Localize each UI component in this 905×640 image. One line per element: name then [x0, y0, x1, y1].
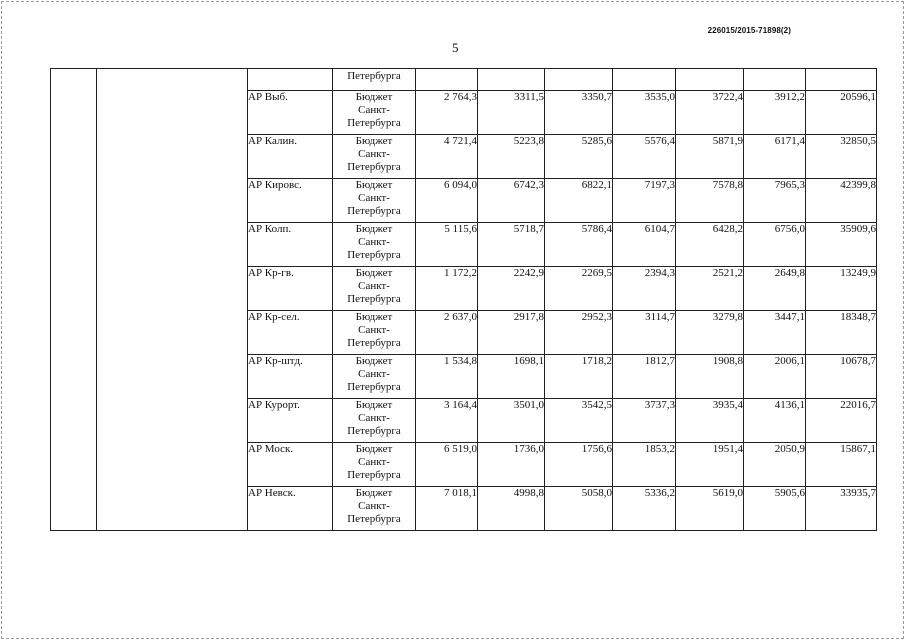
- funding-source-line: Бюджет: [355, 443, 393, 455]
- funding-source: [333, 443, 416, 487]
- funding-source-line: Бюджет: [355, 91, 393, 103]
- value-cell: [613, 69, 676, 91]
- funding-source-line: Санкт-: [358, 500, 390, 512]
- value-cell: 7965,3: [744, 179, 806, 223]
- value-cell: 1812,7: [613, 355, 676, 399]
- value-cell: 18348,7: [806, 311, 877, 355]
- value-cell: 6171,4: [744, 135, 806, 179]
- value-cell: 15867,1: [806, 443, 877, 487]
- value-cell: 6 519,0: [416, 443, 478, 487]
- empty-column-1: [51, 69, 97, 531]
- value-cell: 1698,1: [478, 355, 545, 399]
- funding-source-line: Санкт-: [358, 104, 390, 116]
- value-cell: 1 172,2: [416, 267, 478, 311]
- value-cell: 4136,1: [744, 399, 806, 443]
- value-cell: 3279,8: [676, 311, 744, 355]
- value-cell: 2952,3: [545, 311, 613, 355]
- funding-source-line: Петербурга: [347, 469, 401, 481]
- district-name: АР Кировс.: [248, 179, 333, 223]
- funding-source: [333, 135, 416, 179]
- value-cell: 5336,2: [613, 487, 676, 531]
- value-cell: 2917,8: [478, 311, 545, 355]
- value-cell: 3311,5: [478, 91, 545, 135]
- value-cell: 7 018,1: [416, 487, 478, 531]
- district-name: АР Курорт.: [248, 399, 333, 443]
- value-cell: 1951,4: [676, 443, 744, 487]
- funding-source-line: Санкт-: [358, 236, 390, 248]
- funding-source-line: Санкт-: [358, 456, 390, 468]
- value-cell: 2006,1: [744, 355, 806, 399]
- funding-source-line: Петербурга: [347, 337, 401, 349]
- funding-source-line: Бюджет: [355, 399, 393, 411]
- funding-source-line: Санкт-: [358, 148, 390, 160]
- funding-source-line: Петербурга: [347, 117, 401, 129]
- funding-source-line: Санкт-: [358, 412, 390, 424]
- funding-source: [333, 223, 416, 267]
- value-cell: 3912,2: [744, 91, 806, 135]
- value-cell: 13249,9: [806, 267, 877, 311]
- value-cell: 1718,2: [545, 355, 613, 399]
- value-cell: [478, 69, 545, 91]
- value-cell: 5 115,6: [416, 223, 478, 267]
- source-cell: [333, 69, 416, 91]
- funding-source: [333, 179, 416, 223]
- funding-source: [333, 487, 416, 531]
- value-cell: 35909,6: [806, 223, 877, 267]
- value-cell: 32850,5: [806, 135, 877, 179]
- funding-source-line: Бюджет: [355, 355, 393, 367]
- value-cell: 3737,3: [613, 399, 676, 443]
- value-cell: 3542,5: [545, 399, 613, 443]
- value-cell: 5058,0: [545, 487, 613, 531]
- funding-source-line: Санкт-: [358, 368, 390, 380]
- budget-table: [50, 68, 877, 531]
- funding-source: [333, 267, 416, 311]
- value-cell: 6 094,0: [416, 179, 478, 223]
- value-cell: 5223,8: [478, 135, 545, 179]
- value-cell: 2 637,0: [416, 311, 478, 355]
- value-cell: 2649,8: [744, 267, 806, 311]
- value-cell: 6756,0: [744, 223, 806, 267]
- value-cell: 5576,4: [613, 135, 676, 179]
- value-cell: 6428,2: [676, 223, 744, 267]
- funding-source-line: Бюджет: [355, 179, 393, 191]
- page-number: 5: [452, 40, 459, 55]
- value-cell: 3935,4: [676, 399, 744, 443]
- value-cell: 1 534,8: [416, 355, 478, 399]
- value-cell: 5718,7: [478, 223, 545, 267]
- value-cell: 7197,3: [613, 179, 676, 223]
- funding-source: [333, 355, 416, 399]
- district-name: АР Калин.: [248, 135, 333, 179]
- value-cell: 20596,1: [806, 91, 877, 135]
- funding-source: [333, 311, 416, 355]
- value-cell: 3447,1: [744, 311, 806, 355]
- value-cell: [744, 69, 806, 91]
- value-cell: 1756,6: [545, 443, 613, 487]
- district-name: АР Колп.: [248, 223, 333, 267]
- value-cell: 1736,0: [478, 443, 545, 487]
- district-name: АР Кр-штд.: [248, 355, 333, 399]
- funding-source-line: Петербурга: [347, 249, 401, 261]
- value-cell: 1908,8: [676, 355, 744, 399]
- value-cell: 3350,7: [545, 91, 613, 135]
- value-cell: 3114,7: [613, 311, 676, 355]
- value-cell: 3501,0: [478, 399, 545, 443]
- value-cell: 2394,3: [613, 267, 676, 311]
- value-cell: 6822,1: [545, 179, 613, 223]
- table-body: [51, 69, 877, 531]
- row-name-cell: [248, 69, 333, 91]
- funding-source-line: Бюджет: [355, 311, 393, 323]
- table-row-continued: [51, 69, 877, 91]
- funding-source-line: Санкт-: [358, 192, 390, 204]
- funding-source-line: Бюджет: [355, 223, 393, 235]
- funding-source-line: Бюджет: [355, 267, 393, 279]
- value-cell: 3 164,4: [416, 399, 478, 443]
- value-cell: 5619,0: [676, 487, 744, 531]
- district-name: АР Выб.: [248, 91, 333, 135]
- value-cell: 6104,7: [613, 223, 676, 267]
- value-cell: 5786,4: [545, 223, 613, 267]
- value-cell: 3722,4: [676, 91, 744, 135]
- value-cell: 5871,9: [676, 135, 744, 179]
- value-cell: 22016,7: [806, 399, 877, 443]
- value-cell: 33935,7: [806, 487, 877, 531]
- value-cell: 2 764,3: [416, 91, 478, 135]
- funding-source-line: Санкт-: [358, 280, 390, 292]
- value-cell: 42399,8: [806, 179, 877, 223]
- value-cell: [806, 69, 877, 91]
- district-name: АР Кр-гв.: [248, 267, 333, 311]
- value-cell: 4 721,4: [416, 135, 478, 179]
- value-cell: [545, 69, 613, 91]
- empty-column-2: [97, 69, 248, 531]
- funding-source-line: Санкт-: [358, 324, 390, 336]
- value-cell: 6742,3: [478, 179, 545, 223]
- value-cell: 2242,9: [478, 267, 545, 311]
- value-cell: 4998,8: [478, 487, 545, 531]
- source-text: Петербурга: [347, 70, 401, 82]
- funding-source-line: Петербурга: [347, 381, 401, 393]
- district-name: АР Кр-сел.: [248, 311, 333, 355]
- funding-source: [333, 399, 416, 443]
- funding-source-line: Бюджет: [355, 487, 393, 499]
- value-cell: [676, 69, 744, 91]
- value-cell: 7578,8: [676, 179, 744, 223]
- funding-source-line: Петербурга: [347, 205, 401, 217]
- value-cell: 2521,2: [676, 267, 744, 311]
- funding-source-line: Петербурга: [347, 513, 401, 525]
- funding-source-line: Бюджет: [355, 135, 393, 147]
- district-name: АР Моск.: [248, 443, 333, 487]
- value-cell: 10678,7: [806, 355, 877, 399]
- funding-source-line: Петербурга: [347, 161, 401, 173]
- value-cell: [416, 69, 478, 91]
- value-cell: 5905,6: [744, 487, 806, 531]
- document-id: 226015/2015-71898(2): [707, 26, 791, 35]
- value-cell: 2269,5: [545, 267, 613, 311]
- district-name: АР Невск.: [248, 487, 333, 531]
- value-cell: 3535,0: [613, 91, 676, 135]
- funding-source-line: Петербурга: [347, 425, 401, 437]
- value-cell: 5285,6: [545, 135, 613, 179]
- value-cell: 1853,2: [613, 443, 676, 487]
- funding-source: [333, 91, 416, 135]
- value-cell: 2050,9: [744, 443, 806, 487]
- funding-source-line: Петербурга: [347, 293, 401, 305]
